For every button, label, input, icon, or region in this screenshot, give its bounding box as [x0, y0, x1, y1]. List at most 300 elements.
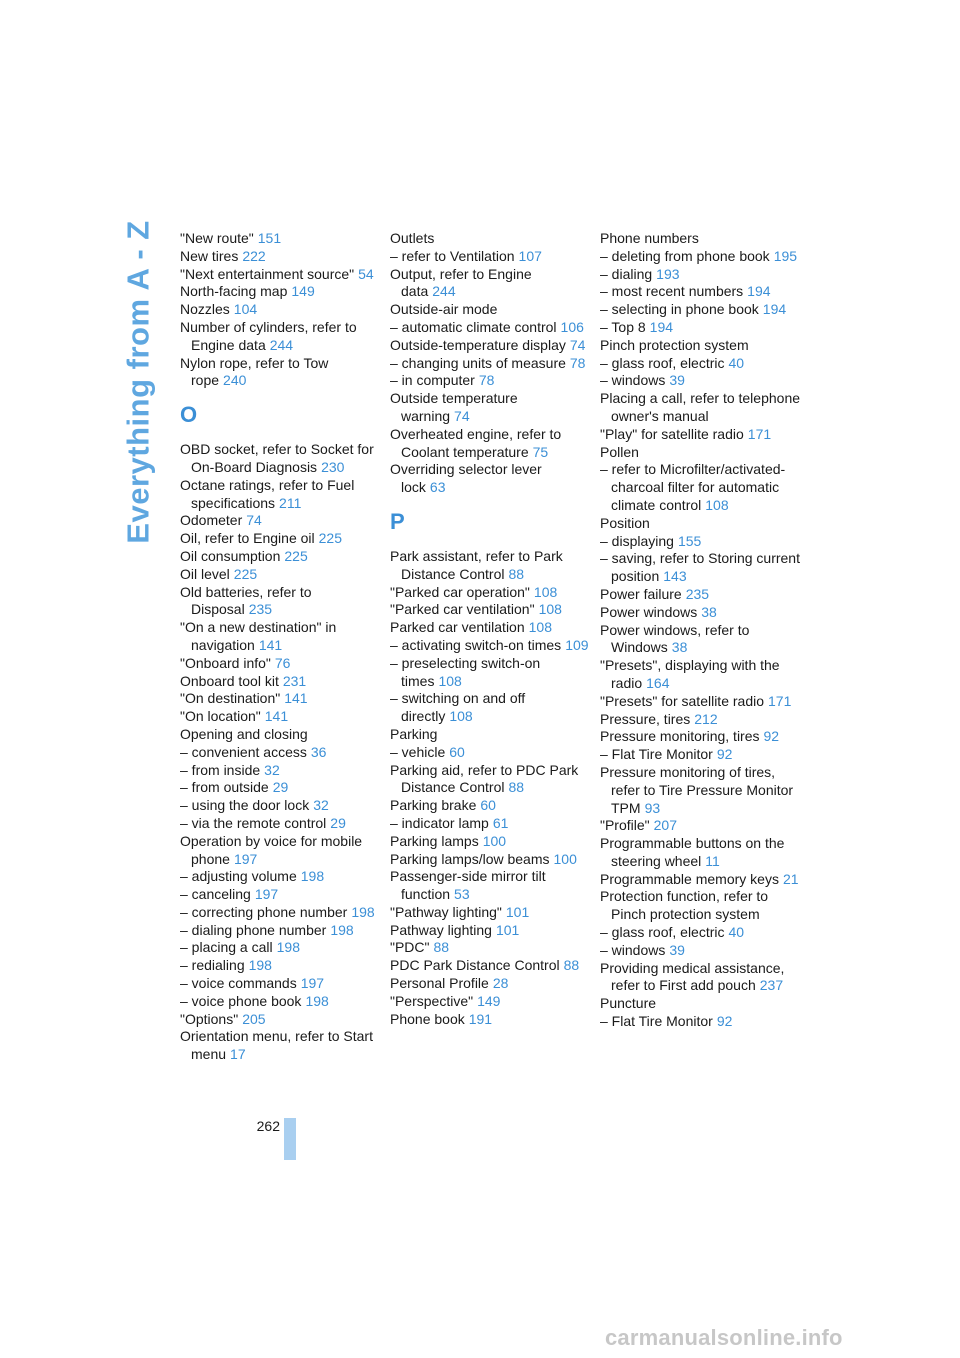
index-entry-text: Operation by voice for mobile phone	[180, 832, 363, 867]
index-entry	[600, 301, 800, 319]
index-entry-text: Pressure, tires	[600, 710, 691, 727]
index-entry-text: Nylon rope, refer to Tow rope	[180, 354, 329, 389]
page-reference-link[interactable]: 108	[449, 708, 473, 725]
page-reference-link[interactable]: 36	[310, 743, 327, 760]
page-reference-link[interactable]: 29	[330, 814, 346, 831]
page-reference-link[interactable]: 108	[705, 496, 729, 513]
index-entry	[180, 708, 380, 726]
index-entry	[600, 835, 800, 871]
page-reference-link[interactable]: 60	[449, 743, 465, 760]
page-reference-link[interactable]: 93	[644, 799, 661, 816]
index-entry	[600, 604, 800, 622]
page-reference-link[interactable]: 88	[563, 957, 580, 974]
index-entry	[600, 960, 800, 996]
page-reference-link[interactable]: 198	[248, 957, 272, 974]
page-reference-link[interactable]: 198	[351, 903, 375, 920]
index-entry	[180, 584, 380, 620]
page-reference-link[interactable]: 101	[495, 921, 520, 938]
page-reference-link[interactable]: 225	[284, 547, 308, 564]
index-entry	[390, 993, 590, 1011]
index-entry	[600, 533, 800, 551]
index-entry	[180, 266, 380, 284]
index-entry-text: – placing a call	[180, 939, 273, 956]
index-entry	[180, 566, 380, 584]
index-entry-text: Programmable buttons on the steering wheel	[600, 835, 785, 869]
index-entry	[180, 833, 380, 869]
page-reference-link[interactable]: 171	[768, 692, 792, 709]
index-entry	[390, 372, 590, 390]
index-entry	[390, 301, 590, 319]
index-entry	[180, 939, 380, 957]
index-entry	[600, 817, 800, 835]
page-reference-link[interactable]: 78	[478, 372, 495, 389]
page-reference-link[interactable]: 198	[300, 868, 325, 885]
page-reference-link[interactable]: 235	[248, 601, 273, 618]
index-entry	[600, 693, 800, 711]
page-reference-link[interactable]: 32	[264, 761, 280, 778]
page-reference-link[interactable]: 17	[230, 1046, 246, 1063]
index-entry	[390, 390, 590, 426]
page-reference-link[interactable]: 88	[508, 565, 525, 582]
page-reference-link[interactable]: 222	[242, 247, 266, 264]
index-entry-text: – dialing phone number	[180, 921, 327, 938]
index-entry	[180, 904, 380, 922]
page-reference-link[interactable]: 244	[432, 283, 456, 300]
index-entry	[600, 355, 800, 373]
page-reference-link[interactable]: 39	[669, 941, 685, 958]
page-reference-link[interactable]: 198	[305, 992, 329, 1009]
index-entry-text: – using the door lock	[180, 797, 310, 814]
index-entry-text: – deleting from phone book	[600, 247, 770, 264]
index-entry	[180, 779, 380, 797]
page-reference-link[interactable]: 108	[533, 583, 558, 600]
index-entry-text: Power failure	[600, 585, 682, 602]
index-entry	[180, 1011, 380, 1029]
index-entry	[600, 764, 800, 817]
index-entry-text: Oil level	[180, 565, 230, 582]
index-entry	[600, 230, 800, 248]
index-entry-text: – automatic climate control	[390, 318, 557, 335]
index-entry	[180, 230, 380, 248]
index-entry-text: "Parked car ventilation"	[390, 601, 535, 618]
page-reference-link[interactable]: 244	[269, 336, 294, 353]
page-reference-link[interactable]: 11	[705, 852, 720, 869]
page-reference-link[interactable]: 106	[560, 318, 584, 335]
index-entry	[180, 726, 380, 744]
index-entry	[600, 372, 800, 390]
index-entry-text: – correcting phone number	[180, 903, 348, 920]
index-entry-text: – changing units of measure	[390, 354, 566, 371]
page-reference-link[interactable]: 235	[685, 585, 710, 602]
page-reference-link[interactable]: 194	[762, 301, 787, 318]
index-entry-text: Onboard tool kit	[180, 672, 279, 689]
page-reference-link[interactable]: 63	[429, 479, 446, 496]
page-reference-link[interactable]: 151	[257, 230, 282, 246]
index-entry	[600, 515, 800, 533]
index-entry-text: Power windows, refer to Windows	[600, 621, 750, 656]
index-entry	[180, 301, 380, 319]
index-entry	[600, 586, 800, 604]
index-entry-text: Octane ratings, refer to Fuel specifications	[180, 476, 355, 511]
index-entry-text: North-facing map	[180, 283, 288, 300]
index-entry	[180, 922, 380, 940]
index-entry	[390, 690, 590, 726]
index-entry-text: – windows	[600, 941, 666, 958]
index-entry	[600, 871, 800, 889]
index-entry-text: "Options"	[180, 1010, 239, 1027]
index-entry	[390, 637, 590, 655]
index-entry-text: "Parked car operation"	[390, 583, 530, 600]
index-entry	[600, 390, 800, 426]
index-entry	[180, 319, 380, 355]
page-reference-link[interactable]: 92	[716, 1013, 733, 1030]
index-entry-text: – Flat Tire Monitor	[600, 1013, 713, 1030]
index-letter-heading: O	[180, 402, 198, 428]
page-reference-link[interactable]: 75	[532, 443, 549, 460]
index-entry	[180, 530, 380, 548]
index-entry-text: "On destination"	[180, 690, 281, 707]
page-reference-link[interactable]: 40	[728, 354, 745, 371]
index-entry-text: – adjusting volume	[180, 868, 297, 885]
index-entry-text: Passenger-side mirror tilt function	[390, 868, 546, 903]
index-entry-text: "Profile"	[600, 817, 650, 834]
index-entry	[180, 762, 380, 780]
page-reference-link[interactable]: 240	[223, 372, 247, 389]
index-entry-text: – glass roof, electric	[600, 924, 725, 941]
page-reference-link[interactable]: 101	[505, 903, 530, 920]
page-reference-link[interactable]: 225	[318, 530, 342, 547]
page-reference-link[interactable]: 29	[272, 779, 289, 796]
index-entry-text: Old batteries, refer to Disposal	[180, 583, 312, 618]
watermark: carmanualsonline.info	[605, 1325, 843, 1350]
index-entry-text: "Perspective"	[390, 992, 474, 1009]
page-reference-link[interactable]: 149	[477, 992, 501, 1009]
index-entry-text: Parking	[390, 725, 438, 742]
index-entry	[180, 548, 380, 566]
index-entry	[600, 550, 800, 586]
page-reference-link[interactable]: 141	[284, 690, 308, 707]
index-entry	[180, 797, 380, 815]
index-entry-text: – saving, refer to Storing current position	[600, 550, 800, 585]
page-reference-link[interactable]: 54	[358, 265, 374, 282]
index-entry-text: Parking lamps	[390, 832, 479, 849]
index-entry-text: – displaying	[600, 532, 674, 549]
index-entry	[180, 655, 380, 673]
index-entry-text: Parking aid, refer to PDC Park Distance Control	[390, 761, 579, 796]
page-reference-link[interactable]: 60	[480, 797, 496, 814]
page-reference-link[interactable]: 100	[482, 832, 507, 849]
index-letter-heading: P	[390, 508, 405, 534]
page-number: 262	[256, 1118, 280, 1134]
page-reference-link[interactable]: 88	[508, 779, 525, 796]
page-reference-link[interactable]: 194	[747, 283, 771, 300]
index-entry-text: Programmable memory keys	[600, 870, 779, 887]
index-entry-text: Nozzles	[180, 301, 230, 318]
index-column-1	[180, 230, 380, 1064]
page-reference-link[interactable]: 39	[669, 372, 685, 389]
index-entry	[180, 673, 380, 691]
page-reference-link[interactable]: 237	[759, 977, 784, 994]
index-entry	[390, 266, 590, 302]
index-entry	[390, 744, 590, 762]
page-reference-link[interactable]: 155	[677, 532, 702, 549]
index-entry-text: – redialing	[180, 957, 245, 974]
page-reference-link[interactable]: 92	[716, 746, 733, 763]
index-entry-text: – switching on and off directly	[390, 690, 526, 725]
index-entry	[600, 924, 800, 942]
page-reference-link[interactable]: 38	[701, 603, 717, 620]
page-reference-link[interactable]: 207	[653, 817, 677, 834]
index-entry-text: – from outside	[180, 779, 269, 796]
index-entry-text: – windows	[600, 372, 666, 389]
page-reference-link[interactable]: 225	[233, 565, 258, 582]
index-entry	[600, 995, 800, 1013]
index-entry-text: – from inside	[180, 761, 261, 778]
index-entry	[390, 355, 590, 373]
page-reference-link[interactable]: 211	[279, 494, 302, 511]
index-entry-text: "Play" for satellite radio	[600, 425, 744, 442]
index-entry	[390, 426, 590, 462]
index-entry	[600, 711, 800, 729]
page-reference-link[interactable]: 92	[763, 728, 780, 745]
index-entry-text: – in computer	[390, 372, 475, 389]
index-entry-text: Protection function, refer to Pinch protection system	[600, 888, 769, 923]
index-entry-text: – dialing	[600, 265, 653, 282]
index-entry-text: Oil consumption	[180, 547, 281, 564]
index-column-3	[600, 230, 800, 1031]
index-entry-text: Position	[600, 514, 650, 531]
index-entry-text: Oil, refer to Engine oil	[180, 530, 315, 547]
index-entry	[390, 584, 590, 602]
page-reference-link[interactable]: 88	[433, 939, 450, 956]
page-reference-link[interactable]: 141	[264, 708, 289, 725]
index-entry	[180, 886, 380, 904]
index-entry	[390, 548, 590, 584]
page-reference-link[interactable]: 141	[258, 636, 283, 653]
index-entry-text: Outside temperature warning	[390, 390, 518, 424]
page-reference-link[interactable]: 74	[569, 336, 586, 353]
index-entry	[180, 248, 380, 266]
index-entry-text: Park assistant, refer to Park Distance Control	[390, 547, 563, 582]
index-entry-text: Parking brake	[390, 797, 477, 814]
index-entry-text: – vehicle	[390, 743, 446, 760]
page-reference-link[interactable]: 149	[291, 283, 315, 300]
index-entry	[390, 319, 590, 337]
index-entry	[180, 815, 380, 833]
index-entry	[600, 444, 800, 462]
index-entry-text: Providing medical assistance, refer to First add pouch	[600, 959, 785, 994]
index-entry-text: OBD socket, refer to Socket for On-Board Diagnosis	[180, 441, 374, 475]
page-reference-link[interactable]: 40	[728, 924, 745, 941]
index-entry	[600, 728, 800, 746]
index-entry-text: Pressure monitoring, tires	[600, 728, 760, 745]
index-entry	[390, 1011, 590, 1029]
page-reference-link[interactable]: 212	[694, 710, 718, 727]
index-entry-text: Parked car ventilation	[390, 619, 525, 636]
page-reference-link[interactable]: 109	[565, 636, 589, 653]
page-reference-link[interactable]: 194	[649, 318, 674, 335]
page-reference-link[interactable]: 104	[233, 301, 258, 318]
page-reference-link[interactable]: 197	[254, 886, 279, 903]
index-entry-text: Puncture	[600, 995, 657, 1012]
index-entry-text: Output, refer to Engine data	[390, 265, 532, 300]
index-entry	[600, 319, 800, 337]
page-reference-link[interactable]: 197	[300, 975, 325, 992]
page-reference-link[interactable]: 28	[492, 975, 509, 992]
index-entry-text: PDC Park Distance Control	[390, 957, 560, 974]
index-entry-text: Number of cylinders, refer to Engine data	[180, 318, 357, 353]
index-column-2	[390, 230, 590, 1028]
page-reference-link[interactable]: 108	[538, 601, 562, 618]
index-entry	[180, 283, 380, 301]
index-entry-text: "Pathway lighting"	[390, 903, 502, 920]
index-entry-text: – voice phone book	[180, 992, 302, 1009]
index-entry-text: "New route"	[180, 230, 254, 246]
page-reference-link[interactable]: 100	[553, 850, 577, 867]
index-entry	[180, 355, 380, 391]
index-entry-text: – indicator lamp	[390, 814, 489, 831]
index-entry-text: "On location"	[180, 708, 261, 725]
index-entry-text: "Presets" for satellite radio	[600, 692, 765, 709]
page-reference-link[interactable]: 78	[569, 354, 586, 371]
page-reference-link[interactable]: 108	[438, 672, 462, 689]
index-entry-text: Pinch protection system	[600, 336, 749, 353]
index-entry-text: Power windows	[600, 603, 698, 620]
index-entry-text: – Top 8	[600, 318, 646, 335]
page-reference-link[interactable]: 21	[782, 870, 799, 887]
page-reference-link[interactable]: 143	[663, 568, 687, 585]
index-entry	[180, 690, 380, 708]
index-entry-text: Overriding selector lever lock	[390, 461, 542, 496]
index-entry-text: "On a new destination" in navigation	[180, 619, 337, 653]
index-entry	[390, 957, 590, 975]
index-entry	[180, 975, 380, 993]
page-reference-link[interactable]: 197	[233, 850, 258, 867]
index-entry	[180, 477, 380, 513]
index-entry	[390, 833, 590, 851]
index-entry	[390, 975, 590, 993]
index-entry	[390, 461, 590, 497]
index-entry	[390, 337, 590, 355]
page-reference-link[interactable]: 74	[454, 407, 470, 424]
index-entry	[180, 1028, 380, 1064]
index-entry	[390, 601, 590, 619]
index-entry-text: – voice commands	[180, 975, 297, 992]
index-entry	[390, 904, 590, 922]
index-entry-text: – selecting in phone book	[600, 301, 759, 318]
index-entry	[390, 619, 590, 637]
index-entry-text: – activating switch-on times	[390, 636, 562, 653]
index-entry-text: – refer to Microfilter/activated-charcoal filter for automatic climate control	[600, 461, 786, 513]
index-entry-text: – Flat Tire Monitor	[600, 746, 713, 763]
page-reference-link[interactable]: 230	[321, 458, 345, 475]
index-entry-text: Outside-air mode	[390, 301, 498, 318]
page-reference-link[interactable]: 53	[454, 886, 470, 903]
index-entry-text: Parking lamps/low beams	[390, 850, 550, 867]
index-entry-text: Orientation menu, refer to Start menu	[180, 1028, 373, 1063]
index-entry	[390, 797, 590, 815]
index-entry	[390, 762, 590, 798]
index-entry-text: New tires	[180, 247, 239, 264]
index-entry-text: Odometer	[180, 512, 243, 529]
index-entry-text: Phone numbers	[600, 230, 699, 246]
page-reference-link[interactable]: 171	[747, 425, 772, 442]
index-entry-text: Pollen	[600, 443, 639, 460]
page-reference-link[interactable]: 76	[274, 654, 291, 671]
index-entry	[390, 726, 590, 744]
index-entry-text: – glass roof, electric	[600, 354, 725, 371]
index-entry	[600, 337, 800, 355]
index-entry-text: – canceling	[180, 886, 251, 903]
index-entry	[600, 746, 800, 764]
index-entry	[390, 815, 590, 833]
index-entry	[390, 655, 590, 691]
index-entry-text: – via the remote control	[180, 814, 327, 831]
index-entry-text: – preselecting switch-on times	[390, 654, 541, 689]
index-entry	[390, 851, 590, 869]
page-reference-link[interactable]: 32	[313, 797, 329, 814]
page-reference-link[interactable]: 195	[773, 247, 798, 264]
index-entry	[600, 461, 800, 514]
page-reference-link[interactable]: 107	[518, 247, 542, 264]
index-entry	[600, 266, 800, 284]
index-entry-text: – most recent numbers	[600, 283, 744, 300]
side-section-title	[118, 220, 160, 544]
index-entry	[600, 888, 800, 924]
page-marker-bar	[284, 1118, 296, 1160]
page-reference-link[interactable]: 38	[671, 639, 688, 656]
page-reference-link[interactable]: 74	[246, 512, 262, 529]
index-entry	[180, 441, 380, 477]
index-entry	[600, 426, 800, 444]
index-entry	[390, 230, 590, 248]
index-entry-text: Placing a call, refer to telephone owner's manual	[600, 390, 801, 424]
index-entry-text: Outlets	[390, 230, 435, 246]
page-reference-link[interactable]: 231	[282, 672, 307, 689]
index-entry	[600, 942, 800, 960]
index-entry-text: Pathway lighting	[390, 921, 492, 938]
index-entry	[180, 512, 380, 530]
index-entry	[600, 657, 800, 693]
index-entry-text: "Onboard info"	[180, 654, 271, 671]
page-reference-link[interactable]: 193	[656, 265, 680, 282]
page-reference-link[interactable]: 205	[242, 1010, 266, 1027]
index-entry-text: – refer to Ventilation	[390, 247, 515, 264]
index-entry	[390, 939, 590, 957]
index-entry	[390, 868, 590, 904]
index-entry	[180, 619, 380, 655]
page-reference-link[interactable]: 198	[276, 939, 300, 956]
page-reference-link[interactable]: 61	[492, 814, 509, 831]
index-entry	[180, 744, 380, 762]
index-entry	[600, 1013, 800, 1031]
index-entry-text: Personal Profile	[390, 975, 489, 992]
index-entry	[600, 248, 800, 266]
index-entry-text: Pressure monitoring of tires, refer to Tire Pressure Monitor TPM	[600, 763, 794, 816]
index-entry-text: Outside-temperature display	[390, 336, 566, 353]
page-reference-link[interactable]: 108	[528, 619, 552, 636]
index-entry-text: "PDC"	[390, 939, 430, 956]
index-entry	[600, 622, 800, 658]
page-reference-link[interactable]: 191	[468, 1010, 493, 1027]
index-entry-text: "Presets", displaying with the radio	[600, 657, 780, 691]
index-entry	[390, 922, 590, 940]
page-reference-link[interactable]: 198	[330, 921, 354, 938]
index-entry-text: – convenient access	[180, 743, 307, 760]
index-entry	[180, 868, 380, 886]
index-entry-text: Phone book	[390, 1010, 465, 1027]
page-reference-link[interactable]: 164	[646, 674, 670, 691]
